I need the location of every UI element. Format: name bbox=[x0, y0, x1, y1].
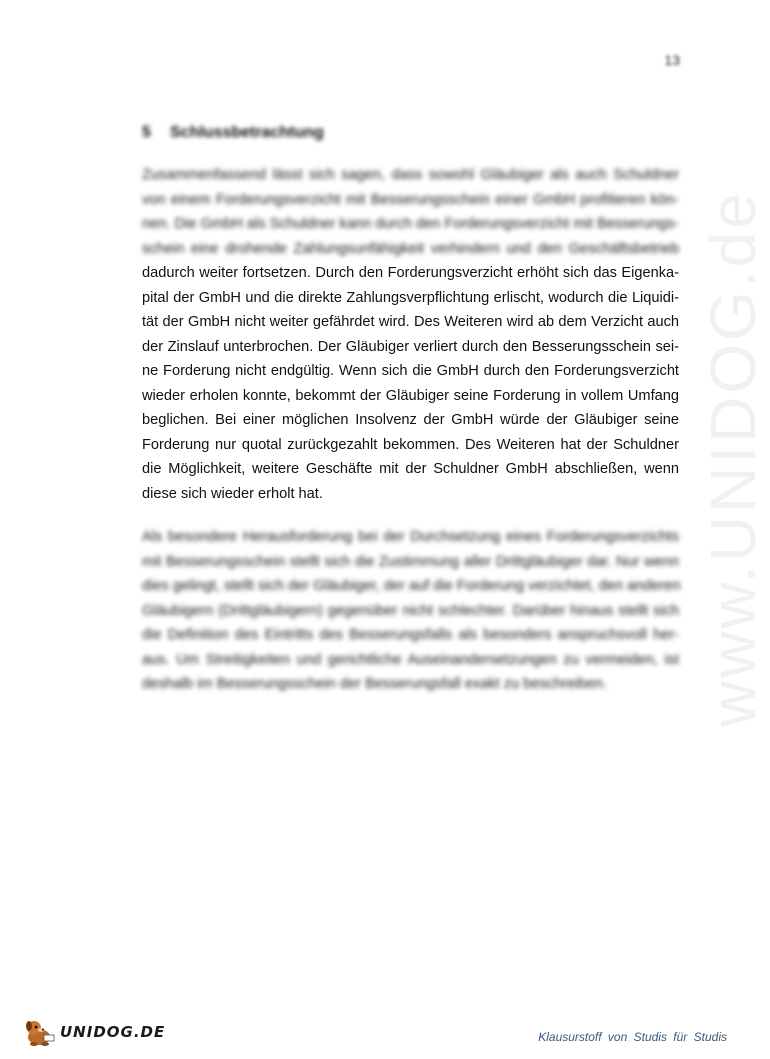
text-line-blurred: Gläubigern (Drittgläubigern) gegenüber nicht schlechter. Darüber hinaus stellt sich bbox=[142, 602, 679, 619]
logo-text: UNIDOG.DE bbox=[60, 1023, 166, 1041]
text-line-blurred: dies gelingt, stellt sich der Gläubiger, der auf die Forderung verzichtet, den anderen bbox=[142, 578, 681, 594]
text-line-blurred: deshalb im Besserungsschein der Besserungsfall exakt zu beschreiben. bbox=[142, 676, 607, 692]
text-line-blurred: schein eine drohende Zahlungsunfähigkeit verhindern und den Geschäftsbetrieb bbox=[142, 240, 679, 257]
paragraph-challenges bbox=[142, 525, 679, 697]
text-line: die Möglichkeit, weitere Geschäfte mit der Schuldner GmbH abschließen, wenn bbox=[142, 461, 679, 477]
text-line: ne Forderung nicht endgültig. Wenn sich die GmbH durch den Forderungsverzicht bbox=[142, 363, 679, 379]
section-number: 5 bbox=[142, 124, 151, 141]
section-title: Schlussbetrachtung bbox=[170, 124, 324, 141]
text-line: diese sich wieder erholt hat. bbox=[142, 485, 323, 502]
page-number: 13 bbox=[664, 52, 680, 68]
paragraph-conclusion bbox=[142, 163, 679, 506]
text-line-blurred: Als besondere Herausforderung bei der Durchsetzung eines Forderungsverzichts bbox=[142, 529, 679, 545]
text-line-blurred: mit Besserungsschein stellt sich die Zustimmung aller Drittgläubiger dar. Nur wenn bbox=[142, 553, 679, 570]
text-line-blurred: Zusammenfassend lässt sich sagen, dass sowohl Gläubiger als auch Schuldner bbox=[142, 167, 679, 183]
text-line-blurred: von einem Forderungsverzicht mit Besserungsschein einer GmbH profitieren kön- bbox=[142, 191, 679, 208]
text-line: Forderung nur quotal zurückgezahlt bekommen. Des Weiteren hat der Schuldner bbox=[142, 436, 679, 453]
dog-mascot-icon bbox=[22, 1017, 58, 1047]
text-line: tät der GmbH nicht weiter gefährdet wird. Des Weiteren wird ab dem Verzicht auch bbox=[142, 314, 679, 330]
text-line-blurred: aus. Um Streitigkeiten und gerichtliche Auseinandersetzungen zu vermeiden, ist bbox=[142, 651, 679, 668]
text-line: wieder erholen konnte, bekommt der Gläubiger seine Forderung in vollem Umfang bbox=[142, 387, 679, 404]
watermark: www.UNIDOG.de bbox=[697, 190, 769, 727]
text-line-blurred: nen. Die GmbH als Schuldner kann durch den Forderungsverzicht mit Besserungs- bbox=[142, 216, 679, 232]
text-line-blurred: die Definition des Eintritts des Besserungsfalls als besonders anspruchsvoll her- bbox=[142, 627, 679, 643]
footer-slogan: Klausurstoff von Studis für Studis bbox=[538, 1030, 727, 1044]
text-line: dadurch weiter fortsetzen. Durch den Forderungsverzicht erhöht sich das Eigenka- bbox=[142, 265, 679, 281]
section-heading bbox=[142, 124, 682, 142]
text-line: pital der GmbH und die direkte Zahlungsverpflichtung erlischt, wodurch die Liquidi- bbox=[142, 289, 679, 306]
unidog-logo[interactable] bbox=[22, 1017, 165, 1047]
text-line: beglichen. Bei einer möglichen Insolvenz der GmbH würde der Gläubiger seine bbox=[142, 412, 679, 428]
text-line: der Zinslauf unterbrochen. Der Gläubiger verliert durch den Besserungsschein sei- bbox=[142, 338, 679, 355]
